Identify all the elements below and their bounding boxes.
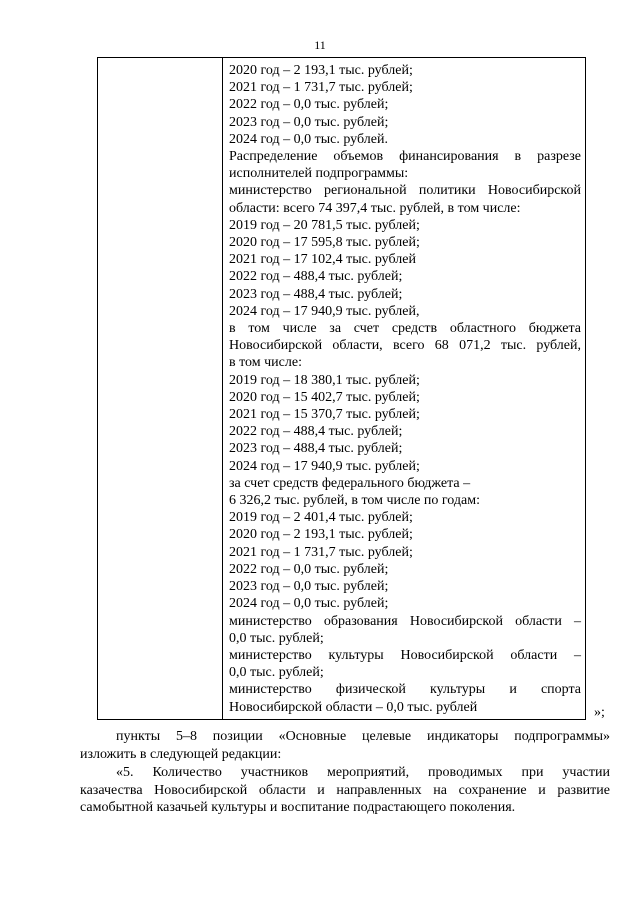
funding-line: 2024 год – 0,0 тыс. рублей. bbox=[229, 131, 388, 147]
funding-line: 2022 год – 488,4 тыс. рублей; bbox=[229, 424, 403, 440]
funding-line: 2023 год – 488,4 тыс. рублей; bbox=[229, 441, 403, 457]
funding-line: 2022 год – 0,0 тыс. рублей; bbox=[229, 561, 389, 577]
funding-line: министерство региональной политики Новосибирской bbox=[229, 183, 581, 199]
funding-line: в том числе: bbox=[229, 355, 302, 371]
funding-line: Новосибирской области, всего 68 071,2 тыс. рублей, bbox=[229, 338, 581, 354]
funding-line: 2022 год – 488,4 тыс. рублей; bbox=[229, 269, 403, 285]
funding-line: 2021 год – 1 731,7 тыс. рублей; bbox=[229, 80, 413, 96]
paragraph-line: пункты 5–8 позиции «Основные целевые индикаторы подпрограммы» bbox=[116, 729, 610, 744]
funding-line: 2020 год – 2 193,1 тыс. рублей; bbox=[229, 63, 413, 78]
funding-line: 2021 год – 15 370,7 тыс. рублей; bbox=[229, 407, 420, 423]
funding-line: министерство образования Новосибирской области – bbox=[229, 613, 581, 629]
funding-line: 2020 год – 17 595,8 тыс. рублей; bbox=[229, 235, 420, 251]
funding-line: Новосибирской области – 0,0 тыс. рублей bbox=[229, 699, 478, 715]
paragraph-line: «5. Количество участников мероприятий, проводимых при участии bbox=[116, 765, 610, 780]
funding-line: 2021 год – 17 102,4 тыс. рублей bbox=[229, 252, 416, 268]
funding-line: 2024 год – 0,0 тыс. рублей; bbox=[229, 596, 389, 612]
paragraph-line: казачества Новосибирской области и направленных на сохранение и развитие bbox=[80, 782, 610, 798]
funding-line: области: всего 74 397,4 тыс. рублей, в том числе: bbox=[229, 200, 521, 216]
funding-line: 6 326,2 тыс. рублей, в том числе по годам: bbox=[229, 493, 480, 509]
funding-line: 2020 год – 15 402,7 тыс. рублей; bbox=[229, 389, 420, 405]
funding-line: 2023 год – 0,0 тыс. рублей; bbox=[229, 114, 389, 130]
funding-line: министерство культуры Новосибирской области – bbox=[229, 647, 581, 663]
funding-line: 2020 год – 2 193,1 тыс. рублей; bbox=[229, 527, 413, 543]
funding-line: 2023 год – 488,4 тыс. рублей; bbox=[229, 286, 403, 302]
funding-line: в том числе за счет средств областного бюджета bbox=[229, 321, 581, 337]
funding-details-cell bbox=[229, 62, 581, 716]
funding-line: 2019 год – 20 781,5 тыс. рублей; bbox=[229, 217, 420, 233]
funding-line: 0,0 тыс. рублей; bbox=[229, 630, 324, 646]
paragraph-line: изложить в следующей редакции: bbox=[80, 746, 282, 762]
funding-table bbox=[97, 57, 586, 720]
funding-line: министерство физической культуры и спорта bbox=[229, 682, 581, 698]
paragraph-line: самобытной казачьей культуры и воспитание подрастающего поколения. bbox=[80, 800, 516, 815]
funding-line: 2024 год – 17 940,9 тыс. рублей; bbox=[229, 458, 420, 474]
funding-line: 2019 год – 18 380,1 тыс. рублей; bbox=[229, 372, 420, 388]
funding-line: 2023 год – 0,0 тыс. рублей; bbox=[229, 579, 389, 595]
closing-quote-mark: »; bbox=[594, 705, 605, 720]
funding-line: 2024 год – 17 940,9 тыс. рублей, bbox=[229, 303, 420, 319]
funding-line: Распределение объемов финансирования в разрезе bbox=[229, 149, 581, 165]
paragraph-instruction bbox=[80, 728, 610, 763]
funding-line: 2022 год – 0,0 тыс. рублей; bbox=[229, 97, 389, 113]
column-divider bbox=[222, 58, 223, 719]
page-number: 11 bbox=[314, 38, 326, 52]
funding-line: за счет средств федерального бюджета – bbox=[229, 475, 471, 491]
funding-line: 2021 год – 1 731,7 тыс. рублей; bbox=[229, 544, 413, 560]
funding-line: 0,0 тыс. рублей; bbox=[229, 665, 324, 681]
paragraph-indicator-5 bbox=[80, 764, 610, 817]
funding-line: исполнителей подпрограммы: bbox=[229, 166, 409, 182]
funding-line: 2019 год – 2 401,4 тыс. рублей; bbox=[229, 510, 413, 526]
